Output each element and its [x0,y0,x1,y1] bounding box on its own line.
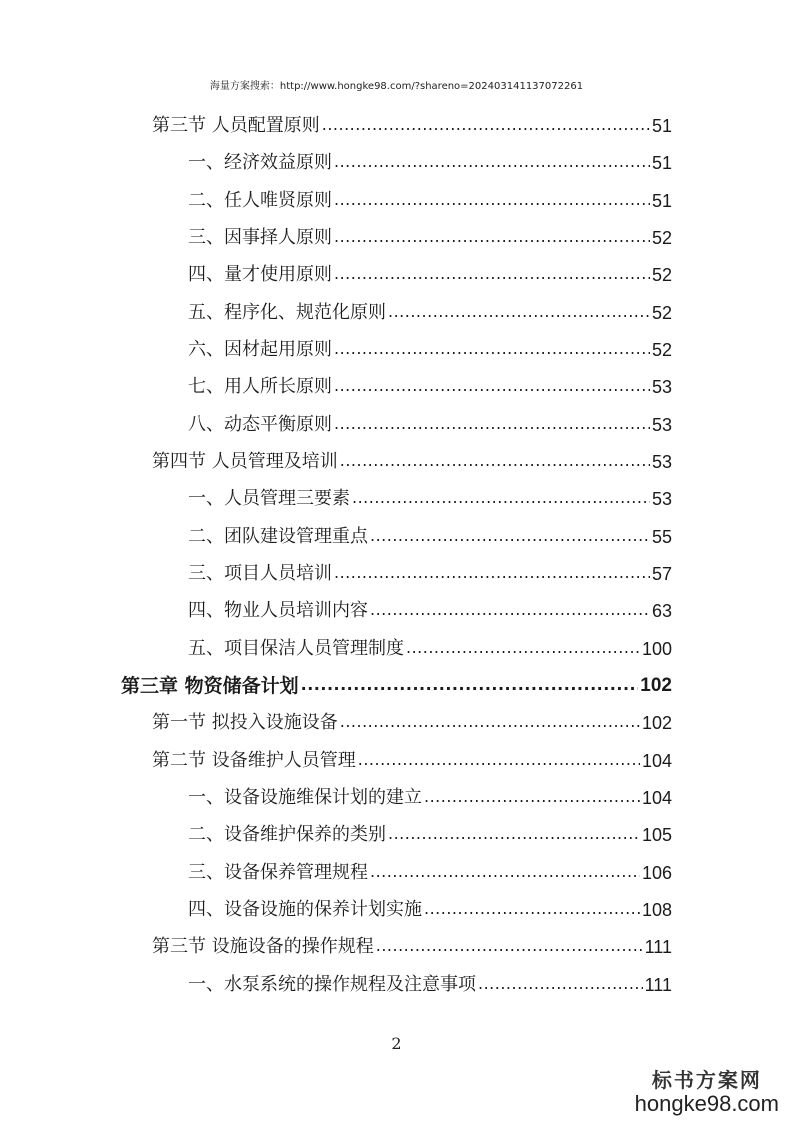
toc-leader-dots [406,638,640,658]
toc-entry-label: 第三节 设施设备的操作规程 [152,936,374,957]
toc-leader-dots [424,787,640,807]
toc-leader-dots [370,600,650,620]
toc-leader-dots [424,899,640,919]
toc-leader-dots [322,115,650,135]
toc-entry-page: 108 [641,900,672,920]
toc-leader-dots [340,712,640,732]
toc-leader-dots [334,339,650,359]
toc-entry-page: 111 [644,975,672,995]
toc-entry-page: 104 [641,788,672,808]
toc-leader-dots [478,974,643,994]
toc-entry[interactable] [188,960,672,997]
toc-leader-dots [334,227,650,247]
toc-entry-page: 52 [651,340,672,360]
toc-leader-dots [334,414,650,434]
toc-leader-dots [334,264,650,284]
toc-entry[interactable] [188,250,672,287]
toc-entry-label: 二、设备维护保养的类别 [188,824,386,845]
toc-entry[interactable] [188,885,672,922]
toc-entry[interactable] [152,437,672,474]
toc-entry[interactable] [152,922,672,959]
toc-entry-page: 111 [644,937,672,957]
toc-entry-label: 二、团队建设管理重点 [188,526,368,547]
toc-entry-label: 第一节 拟投入设施设备 [152,712,338,733]
toc-entry-label: 一、水泵系统的操作规程及注意事项 [188,974,476,995]
toc-leader-dots [370,526,650,546]
toc-leader-dots [376,936,643,956]
toc-leader-dots [388,824,640,844]
toc-entry-page: 102 [641,713,672,733]
toc-entry-label: 三、设备保养管理规程 [188,862,368,883]
toc-entry-label: 七、用人所长原则 [188,376,332,397]
toc-entry-page: 51 [651,153,672,173]
toc-entry-page: 53 [651,377,672,397]
toc-entry-page: 104 [641,751,672,771]
toc-leader-dots [370,862,640,882]
toc-entry-label: 四、设备设施的保养计划实施 [188,899,422,920]
page-number: 2 [391,1034,402,1053]
toc-entry[interactable] [188,176,672,213]
toc-entry-label: 第三章 物资储备计划 [121,675,299,697]
toc-entry[interactable] [152,736,672,773]
toc-entry-label: 一、经济效益原则 [188,152,332,173]
toc-entry[interactable] [188,474,672,511]
toc-leader-dots [388,302,650,322]
toc-entry[interactable] [188,624,672,661]
toc-entry-label: 第三节 人员配置原则 [152,115,320,136]
toc-entry[interactable] [188,400,672,437]
toc-entry-label: 第四节 人员管理及培训 [152,451,338,472]
toc-entry[interactable] [188,288,672,325]
toc-entry[interactable] [152,698,672,735]
page-header: 海量方案搜索：http://www.hongke98.com/?shareno=202403141137072261 [209,81,584,92]
toc-entry[interactable] [188,848,672,885]
toc-entry-label: 八、动态平衡原则 [188,414,332,435]
toc-entry-page: 100 [641,639,672,659]
toc-entry[interactable] [188,138,672,175]
toc-entry-label: 五、程序化、规范化原则 [188,302,386,323]
toc-entry-label: 一、人员管理三要素 [188,488,350,509]
watermark-logo [635,1068,779,1116]
toc-entry-page: 52 [651,303,672,323]
toc-entry-page: 106 [641,863,672,883]
toc-entry[interactable] [188,512,672,549]
toc-leader-dots [301,675,639,695]
watermark-title: 标书方案网 [651,1068,762,1092]
toc-entry-label: 三、因事择人原则 [188,227,332,248]
toc-leader-dots [352,488,650,508]
toc-entry[interactable] [188,325,672,362]
toc-entry-page: 55 [651,527,672,547]
toc-entry-page: 102 [640,675,672,696]
toc-entry[interactable] [188,362,672,399]
toc-entry[interactable] [188,773,672,810]
toc-chapter-entry[interactable] [121,661,672,698]
toc-leader-dots [334,563,650,583]
toc-entry-label: 三、项目人员培训 [188,563,332,584]
toc-entry-page: 57 [651,564,672,584]
toc-entry-label: 四、量才使用原则 [188,264,332,285]
toc-entry-label: 四、物业人员培训内容 [188,600,368,621]
toc-entry-page: 105 [641,825,672,845]
toc-entry[interactable] [188,810,672,847]
toc-entry-label: 五、项目保洁人员管理制度 [188,638,404,659]
toc-entry-page: 51 [651,116,672,136]
watermark-domain: hongke98.com [634,1091,779,1116]
toc-entry-label: 六、因材起用原则 [188,339,332,360]
toc-entry-page: 53 [651,452,672,472]
toc-entry-page: 52 [651,265,672,285]
toc-entry-label: 一、设备设施维保计划的建立 [188,787,422,808]
toc-leader-dots [334,190,650,210]
toc-entry-page: 52 [651,228,672,248]
toc-entry-page: 51 [651,191,672,211]
toc-leader-dots [334,152,650,172]
toc-entry-label: 第二节 设备维护人员管理 [152,750,356,771]
toc-entry-page: 53 [651,415,672,435]
toc-entry-page: 53 [651,489,672,509]
toc-entry[interactable] [152,101,672,138]
toc-entry-label: 二、任人唯贤原则 [188,190,332,211]
toc-entry[interactable] [188,586,672,623]
toc-entry[interactable] [188,549,672,586]
toc-leader-dots [334,376,650,396]
toc-leader-dots [340,451,650,471]
toc-entry[interactable] [188,213,672,250]
toc-entry-page: 63 [651,601,672,621]
toc-leader-dots [358,750,640,770]
